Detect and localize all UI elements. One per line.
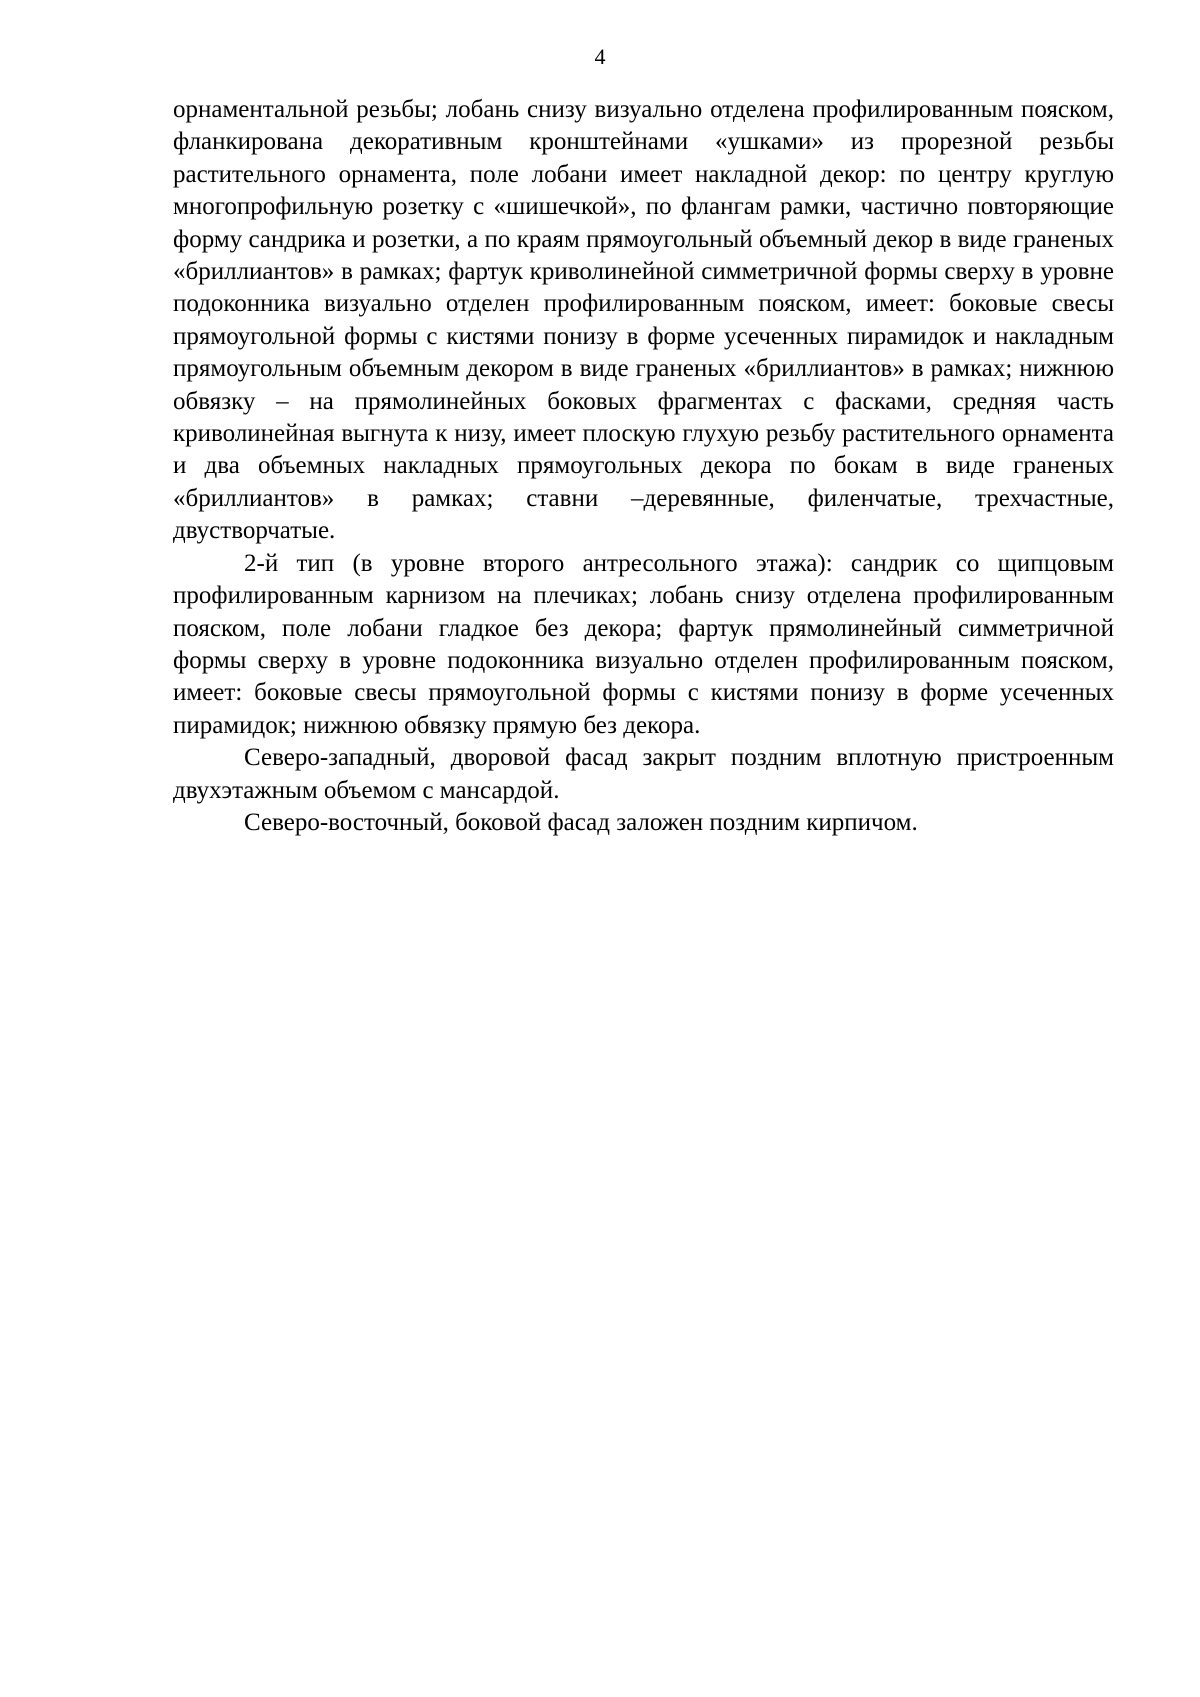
paragraph-northeast-facade: Северо-восточный, боковой фасад заложен поздним кирпичом.: [244, 808, 918, 836]
paragraph-continuation: орнаментальной резьбы; лобань снизу визуально отделена профилированным пояском, фланкирована декоративным кронштейнами «ушками» из прорезной резьбы растительного орнамента, поле лобани имеет накладной декор: по центру круглую многопрофильную розетку с «шишечкой», по флангам рамки, частично повторяющие форму сандрика и розетки, а по краям прямоугольный объемный декор в виде граненых «бриллиантов» в рамках; фартук криволинейной симметричной формы сверху в уровне подоконника визуально отделен профилированным пояском, имеет: боковые свесы прямоугольной формы с кистями понизу в форме усеченных пирамидок и накладным прямоугольным объемным декором в виде граненых «бриллиантов» в рамках; нижнюю обвязку – на прямолинейных боковых фрагментах с фасками, средняя часть криволинейная выгнута к низу, имеет плоскую глухую резьбу растительного орнамента и два объемных накладных прямоугольных декора по бокам в виде граненых «бриллиантов» в рамках; ставни –деревянные, филенчатые, трехчастные, двустворчатые.: [173, 96, 1114, 545]
document-body: [173, 94, 1114, 839]
paragraph-type-2: 2-й тип (в уровне второго антресольного этажа): сандрик со щипцовым профилированным карнизом на плечиках; лобань снизу отделена профилированным пояском, поле лобани гладкое без декора; фартук прямолинейный симметричной формы сверху в уровне подоконника визуально отделен профилированным пояском, имеет: боковые свесы прямоугольной формы с кистями понизу в форме усеченных пирамидок; нижнюю обвязку прямую без декора.: [173, 549, 1114, 739]
paragraph-northwest-facade: Северо-западный, дворовой фасад закрыт поздним вплотную пристроенным двухэтажным объемом с мансардой.: [173, 744, 1114, 804]
page-number: 4: [594, 44, 606, 69]
